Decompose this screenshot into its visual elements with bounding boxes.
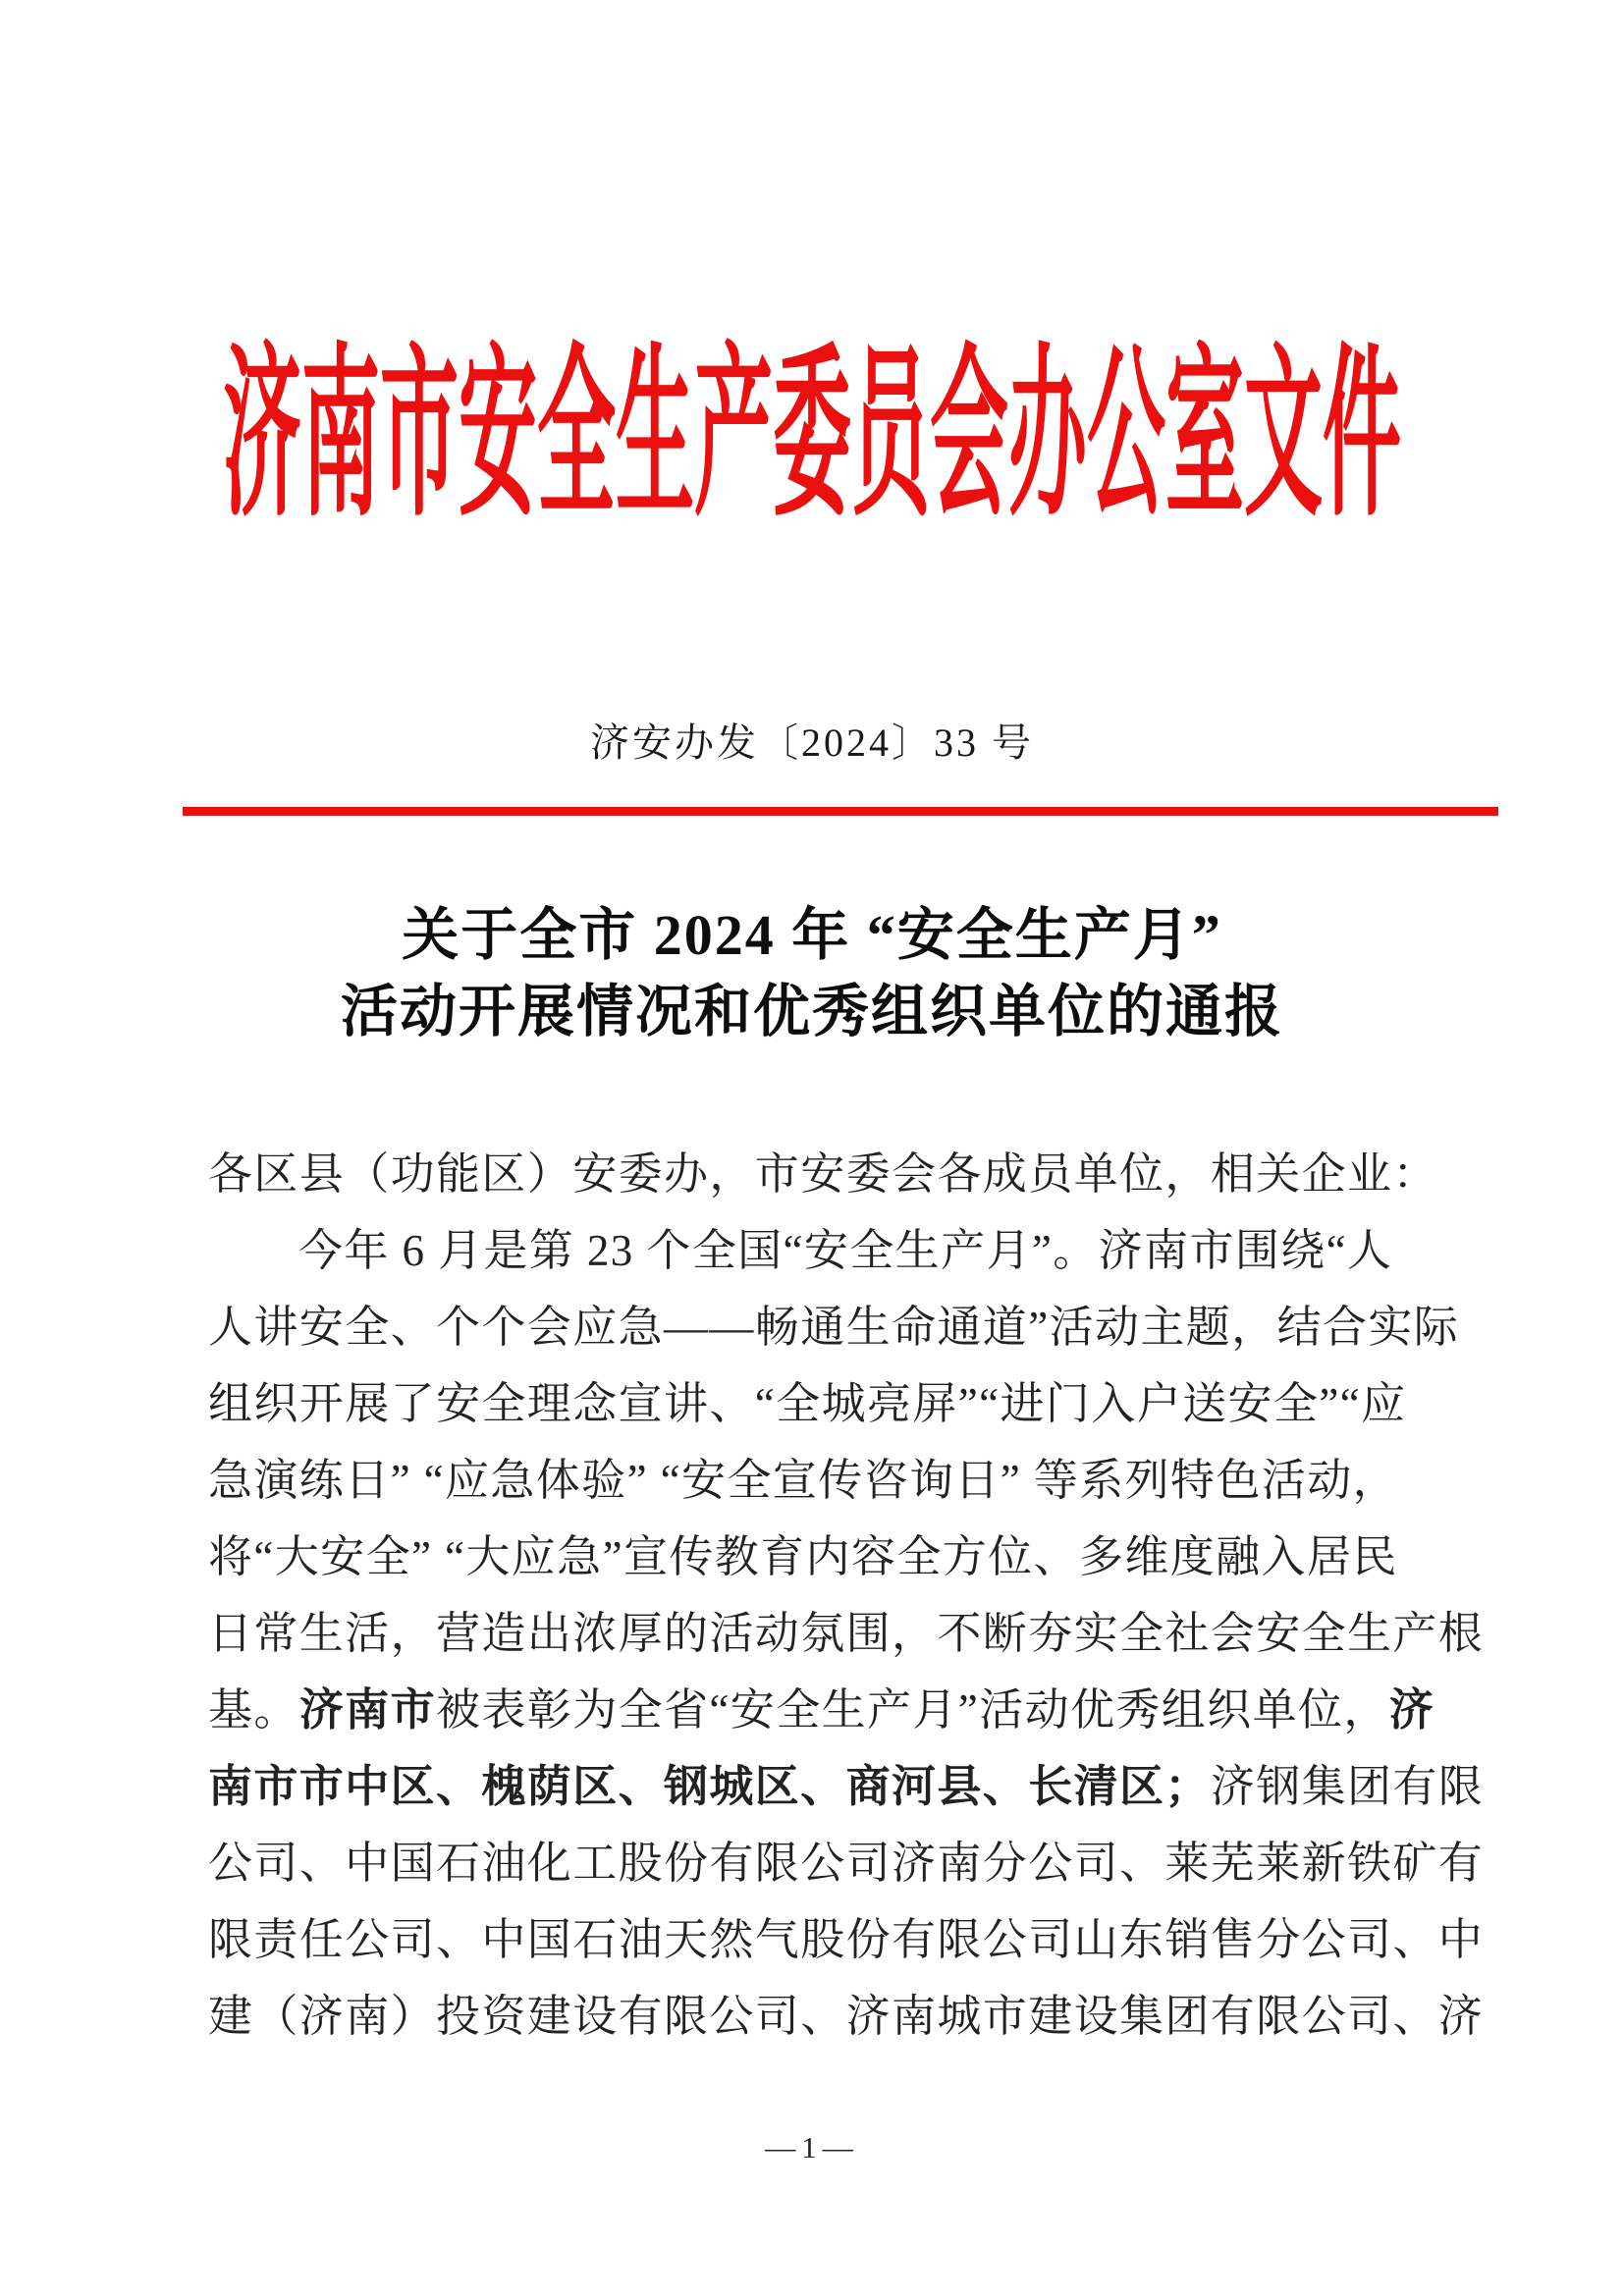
- body-line: [208, 1595, 1494, 1672]
- document-number: 济安办发〔2024〕33 号: [590, 721, 1034, 765]
- agency-banner-title: 济南市安全生产委员会办公室文件: [223, 336, 1401, 540]
- body-line: [208, 1365, 1494, 1442]
- body-text-bold: 济南市: [298, 1685, 437, 1735]
- body-text: 济钢集团有限: [1210, 1762, 1485, 1811]
- body-line: [208, 1136, 1494, 1212]
- body-text: 急演练日” “应急体验” “安全宣传咨询日” 等系列特色活动，: [208, 1456, 1399, 1505]
- document-title-line2: 活动开展情况和优秀组织单位的通报: [340, 980, 1283, 1043]
- body-text: 今年 6 月是第 23 个全国“安全生产月”。济南市围绕“人: [298, 1226, 1393, 1275]
- document-body: [208, 1136, 1494, 2055]
- body-text: 建（济南）投资建设有限公司、济南城市建设集团有限公司、济: [208, 1992, 1485, 2041]
- body-line: [208, 1978, 1494, 2055]
- body-line: [208, 1672, 1494, 1748]
- body-line: [208, 1442, 1494, 1519]
- body-text: 限责任公司、中国石油天然气股份有限公司山东销售分公司、中: [208, 1915, 1485, 1964]
- body-text: 组织开展了安全理念宣讲、“全城亮屏”“进门入户送安全”“应: [208, 1379, 1407, 1428]
- body-text-bold: 济: [1388, 1685, 1435, 1735]
- body-line: [208, 1212, 1494, 1289]
- document-title: [0, 897, 1624, 1050]
- body-text: 公司、中国石油化工股份有限公司济南分公司、莱芜莱新铁矿有: [208, 1839, 1485, 1888]
- body-line: [208, 1289, 1494, 1365]
- body-line: [208, 1901, 1494, 1978]
- body-text-bold: 南市市中区、槐荫区、钢城区、商河县、长清区；: [208, 1762, 1211, 1811]
- body-line: [208, 1519, 1494, 1595]
- body-text: 各区县（功能区）安委办，市安委会各成员单位，相关企业：: [208, 1149, 1438, 1199]
- body-text: 将“大安全” “大应急”宣传教育内容全方位、多维度融入居民: [208, 1532, 1398, 1581]
- body-text: 被表彰为全省“安全生产月”活动优秀组织单位，: [436, 1685, 1389, 1735]
- body-line: [208, 1825, 1494, 1901]
- red-separator-line: [183, 807, 1498, 816]
- body-line: [208, 1748, 1494, 1825]
- body-text: 基。: [208, 1685, 299, 1735]
- page-number: —1—: [765, 2130, 859, 2164]
- document-title-line1: 关于全市 2024 年 “安全生产月”: [402, 903, 1222, 967]
- body-text: 人讲安全、个个会应急——畅通生命通道”活动主题，结合实际: [208, 1303, 1460, 1352]
- body-text: 日常生活，营造出浓厚的活动氛围，不断夯实全社会安全生产根: [208, 1609, 1485, 1658]
